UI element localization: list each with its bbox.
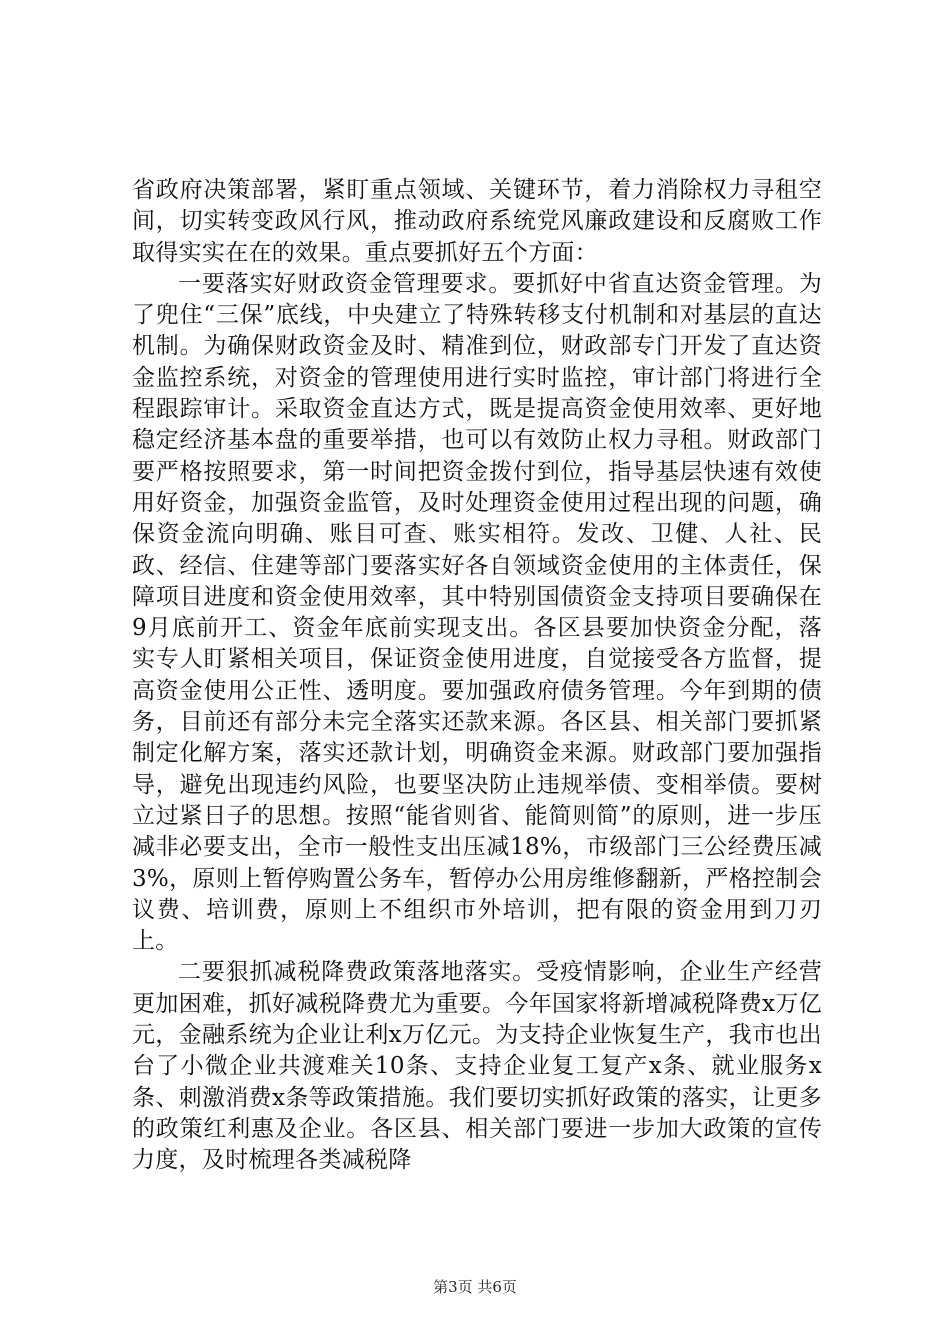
paragraph-3: 二要狠抓减税降费政策落地落实。受疫情影响，企业生产经营更加困难，抓好减税降费尤为重要。今年国家将新增减税降费x万亿元，金融系统为企业让利x万亿元。为支持企业恢复生产，我市也出台了小微企业共渡难关10条、支持企业复工复产x条、就业服务x条、刺激消费x条等政策措施。我们要切实抓好政策的落实，让更多的政策红利惠及企业。各区县、相关部门要进一步加大政策的宣传力度，及时梳理各类减税降 [132, 959, 822, 1174]
paragraph-2: 一要落实好财政资金管理要求。要抓好中省直达资金管理。为了兜住“三保”底线，中央建立了特殊转移支付机制和对基层的直达机制。为确保财政资金及时、精准到位，财政部专门开发了直达资金监控系统，对资金的管理使用进行实时监控，审计部门将进行全程跟踪审计。采取资金直达方式，既是提高资金使用效率、更好地稳定经济基本盘的重要举措，也可以有效防止权力寻租。财政部门要严格按照要求，第一时间把资金拨付到位，指导基层快速有效使用好资金，加强资金监管，及时处理资金使用过程出现的问题，确保资金流向明确、账目可查、账实相符。发改、卫健、人社、民政、经信、住建等部门要落实好各自领域资金使用的主体责任，保障项目进度和资金使用效率，其中特别国债资金支持项目要确保在9月底前开工、资金年底前实现支出。各区县要加快资金分配，落实专人盯紧相关项目，保证资金使用进度，自觉接受各方监督，提高资金使用公正性、透明度。要加强政府债务管理。今年到期的债务，目前还有部分未完全落实还款来源。各区县、相关部门要抓紧制定化解方案，落实还款计划，明确资金来源。财政部门要加强指导，避免出现违约风险，也要坚决防止违规举债、变相举债。要树立过紧日子的思想。按照“能省则省、能简则简”的原则，进一步压减非必要支出，全市一般性支出压减18%，市级部门三公经费压减3%，原则上暂停购置公务车，暂停办公用房维修翻新，严格控制会议费、培训费，原则上不组织市外培训，把有限的资金用到刀刃上。 [132, 270, 822, 955]
page-footer [0, 1277, 950, 1297]
paragraph-1: 省政府决策部署，紧盯重点领域、关键环节，着力消除权力寻租空间，切实转变政风行风，推动政府系统党风廉政建设和反腐败工作取得实实在在的效果。重点要抓好五个方面： [132, 177, 822, 266]
page-number-label: 第3页 共6页 [433, 1278, 517, 1296]
document-body [132, 175, 822, 1177]
